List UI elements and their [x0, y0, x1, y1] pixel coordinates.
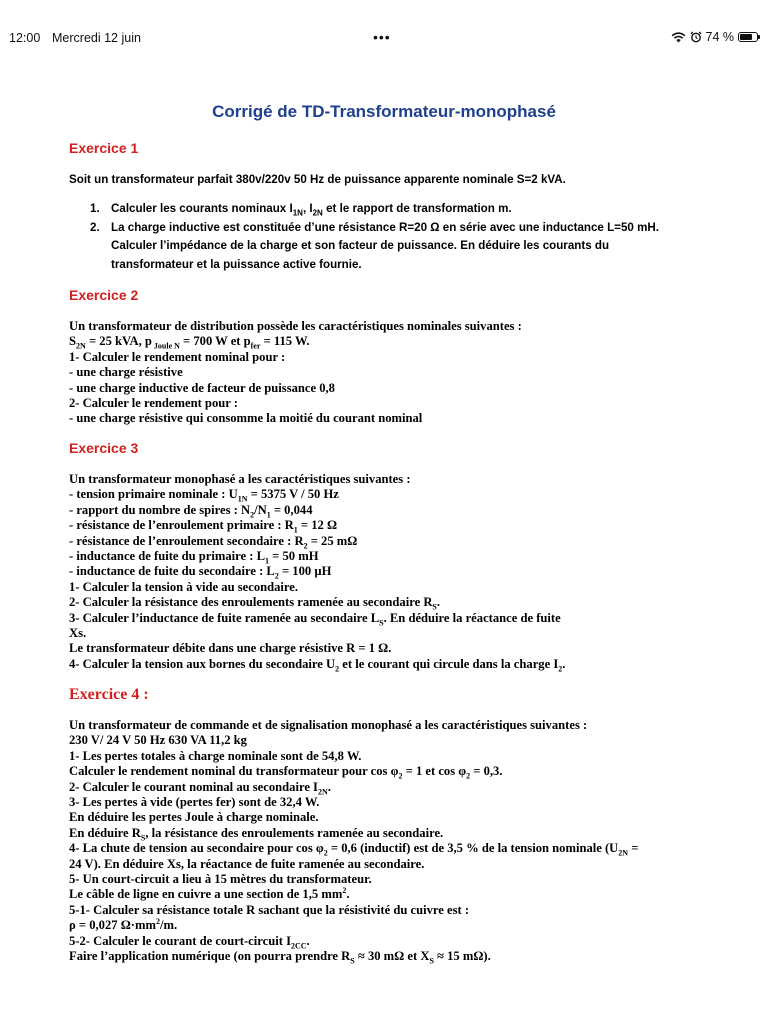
text-line: - une charge résistive	[69, 365, 183, 380]
text-line: 3- Calculer l’inductance de fuite ramenée au secondaire $L_S$. En déduire la réactance de fuite	[69, 610, 561, 628]
status-date: Mercredi 12 juin	[52, 31, 141, 45]
text-line: ρ = 0,027 $\Omega\cdot mm^2/m$.	[69, 917, 178, 933]
text-line: En déduire $R_S$, la résistance des enroulements ramenée au secondaire.	[69, 825, 444, 843]
text-line: En déduire les pertes Joule à charge nominale.	[69, 810, 319, 825]
list-item: 2. La charge inductive est constituée d’une résistance R=20 Ω en série avec une inductance L=50 mH.	[90, 219, 730, 238]
exercise-3-heading: Exercice 3	[69, 440, 139, 456]
text-line: 2- Calculer le courant nominal au secondaire $I_{2N}$.	[69, 779, 331, 797]
battery-icon	[738, 32, 758, 42]
text-line: Calculer le rendement nominal du transformateur pour $\cos \varphi_2 = 1$ et $\cos \varphi_2 = 0,3$.	[69, 764, 503, 781]
status-bar	[0, 0, 768, 45]
exercise-3-body	[69, 472, 719, 672]
text-line: 4- La chute de tension au secondaire pour $\cos \varphi_2 = 0,6$ (inductif) est de 3,5 % de la tension nominale ($U_{2N}$ =	[69, 841, 639, 858]
alarm-icon	[690, 31, 702, 43]
text-line: 4- Calculer la tension aux bornes du secondaire $U_2$ et le courant qui circule dans la charge $I_2$.	[69, 656, 566, 674]
text-line: - rapport du nombre de spires : $N_2/N_1 = 0,044$	[69, 502, 313, 520]
exercise-4-body	[69, 718, 719, 965]
text-line: - une charge résistive qui consomme la moitié du courant nominal	[69, 411, 423, 426]
text-line: Un transformateur de distribution possède les caractéristiques nominales suivantes :	[69, 319, 522, 333]
text-line: Un transformateur de commande et de signalisation monophasé a les caractéristiques suivantes :	[69, 718, 588, 732]
text-line: 2- Calculer le rendement pour :	[69, 396, 238, 411]
text-line: 1- Calculer le rendement nominal pour :	[69, 349, 286, 364]
text-line: 3- Les pertes à vide (pertes fer) sont de 32,4 W.	[69, 795, 320, 810]
battery-percent: 74 %	[705, 30, 734, 44]
exercise-4-heading: Exercice 4 :	[69, 686, 149, 703]
text-line: - inductance de fuite du secondaire : $L_2 = 100$ µH	[69, 564, 332, 581]
text-line: - tension primaire nominale : $U_{1N} = 5375$ V / 50 Hz	[69, 487, 339, 504]
status-time: 12:00	[9, 31, 41, 45]
list-item: 1. Calculer les courants nominaux $I_{1N}$, $I_{2N}$ et le rapport de transformation m.	[90, 202, 512, 218]
text-line: 1- Les pertes totales à charge nominale sont de 54,8 W.	[69, 748, 362, 763]
text-line: 230 V/ 24 V 50 Hz 630 VA 11,2 kg	[69, 733, 247, 748]
exercise-1-heading: Exercice 1	[69, 140, 139, 156]
list-item-continuation: Calculer l’impédance de la charge et son facteur de puissance. En déduire les courants du	[111, 239, 610, 253]
text-line: Le transformateur débite dans une charge résistive R = 1 Ω.	[69, 641, 392, 656]
list-number: 1.	[90, 202, 100, 215]
text-line: 2- Calculer la résistance des enroulements ramenée au secondaire $R_S$.	[69, 595, 441, 612]
text-line: 24 V). En déduire Xs, la réactance de fuite ramenée au secondaire.	[69, 856, 425, 871]
text-line: - résistance de l’enroulement primaire : $R_1 = 12$ Ω	[69, 518, 338, 535]
status-indicators	[671, 30, 759, 44]
multitasking-dots[interactable]: •••	[373, 29, 391, 45]
exercise-2-heading: Exercice 2	[69, 287, 139, 303]
text-line: 5- Un court-circuit a lieu à 15 mètres du transformateur.	[69, 872, 372, 887]
text-line: 5-2- Calculer le courant de court-circuit $I_{2CC}$.	[69, 933, 310, 951]
text-line: Un transformateur monophasé a les caractéristiques suivantes :	[69, 472, 411, 486]
exercise-1-question-list	[90, 200, 730, 274]
list-item-continuation: transformateur et la puissance active fournie.	[111, 257, 362, 271]
list-number: 2.	[90, 220, 100, 234]
text-line: - une charge inductive de facteur de puissance 0,8	[69, 380, 335, 395]
text-line: $S_{2N} = 25$ kVA, p $_{Joule N}$ = 700 W et $p_{fer} = 115$ W.	[69, 334, 310, 351]
text-line: - inductance de fuite du primaire : $L_1 = 50$ mH	[69, 549, 319, 566]
document-title: Corrigé de TD-Transformateur-monophasé	[212, 102, 556, 121]
exercise-2-body	[69, 319, 719, 427]
text-line: Faire l’application numérique (on pourra prendre $R_S \approx 30$ mΩ et $X_S \approx 15$ mΩ).	[69, 949, 491, 966]
text-line: 5-1- Calculer sa résistance totale R sachant que la résistivité du cuivre est :	[69, 902, 470, 917]
text-line: 1- Calculer la tension à vide au secondaire.	[69, 579, 299, 594]
text-line: - résistance de l’enroulement secondaire : $R_2 = 25$ mΩ	[69, 533, 358, 551]
text-line: Xs.	[69, 626, 87, 641]
text-line: Le câble de ligne en cuivre a une section de 1,5 $mm^2$.	[69, 886, 350, 902]
wifi-icon	[671, 32, 686, 43]
exercise-1-statement: Soit un transformateur parfait 380v/220v 50 Hz de puissance apparente nominale S=2 kVA.	[69, 173, 566, 186]
